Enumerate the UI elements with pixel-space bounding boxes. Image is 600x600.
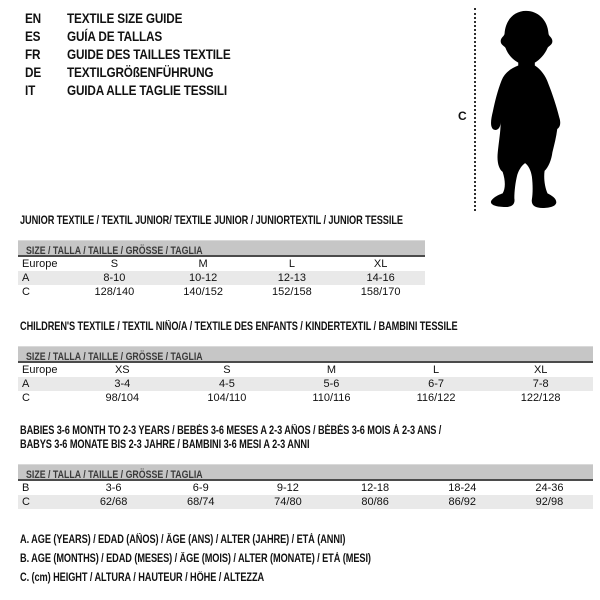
table-size-header-text: SIZE / TALLA / TAILLE / GRÖSSE / TAGLIA — [26, 245, 203, 257]
table-cell: 122/128 — [520, 392, 561, 404]
table-cell: 74/80 — [274, 496, 302, 508]
language-label: TEXTILGRÖßENFÜHRUNG — [67, 64, 214, 80]
table-cell: 86/92 — [448, 496, 477, 508]
measurement-legend — [20, 531, 459, 588]
table-cell: 10-12 — [189, 272, 218, 284]
table-cell: 98/104 — [105, 392, 140, 404]
table-cell: 62/68 — [99, 496, 128, 508]
table-size-header — [18, 240, 425, 257]
childrens-textile-section — [18, 320, 593, 405]
table-cell: XL — [373, 258, 388, 270]
language-code: ES — [25, 28, 41, 44]
table-cell: 12-18 — [361, 482, 390, 494]
table-row — [18, 377, 593, 391]
language-code: FR — [25, 46, 41, 62]
table-row — [18, 285, 425, 299]
junior-textile-section — [18, 214, 425, 299]
table-cell: 110/116 — [312, 392, 351, 404]
section-title-line: JUNIOR TEXTILE / TEXTIL JUNIOR/ TEXTILE JUNIOR / JUNIORTEXTIL / JUNIOR TESSILE — [20, 215, 403, 227]
language-row — [25, 27, 262, 45]
table-cell: 116/122 — [416, 392, 456, 404]
height-measure-label: C — [458, 109, 467, 123]
table-size-header-text: SIZE / TALLA / TAILLE / GRÖSSE / TAGLIA — [26, 351, 203, 363]
legend-line: A. AGE (YEARS) / EDAD (AÑOS) / ÂGE (ANS) / ALTER (JAHRE) / ETÀ (ANNI) — [20, 534, 346, 546]
row-label: Europe — [22, 258, 58, 270]
row-label: A — [22, 272, 30, 284]
language-row — [25, 45, 262, 63]
babies-textile-section — [18, 424, 593, 509]
language-guide — [25, 9, 262, 99]
table-cell: XS — [114, 364, 130, 376]
table-cell: 12-13 — [277, 272, 306, 284]
table-cell: 6-9 — [192, 482, 209, 494]
language-label: GUIDA ALLE TAGLIE TESSILI — [67, 82, 228, 98]
table-row — [18, 495, 593, 509]
legend-line: C. (cm) HEIGHT / ALTURA / HAUTEUR / HÖHE / ALTEZZA — [20, 572, 265, 584]
row-label: C — [22, 392, 30, 404]
section-title-line: BABYS 3-6 MONATE BIS 2-3 JAHRE / BAMBINI 3-6 MESI A 2-3 ANNI — [20, 439, 310, 451]
table-cell: 18-24 — [448, 482, 477, 494]
section-title — [20, 320, 593, 334]
language-row — [25, 63, 262, 81]
row-label: C — [22, 496, 30, 508]
height-measure-line — [474, 8, 476, 211]
table-cell: M — [326, 364, 337, 376]
table-cell: M — [198, 258, 208, 270]
table-cell: 3-6 — [105, 482, 122, 494]
table-cell: 4-5 — [218, 378, 235, 390]
table-cell: 128/140 — [94, 286, 135, 298]
table-cell: 14-16 — [366, 272, 395, 284]
table-cell: L — [288, 258, 295, 270]
language-code: EN — [25, 10, 42, 26]
table-row — [18, 481, 593, 495]
table-body — [18, 363, 593, 405]
table-cell: 92/98 — [535, 496, 564, 508]
table-cell: S — [110, 258, 119, 270]
language-label: GUIDE DES TAILLES TEXTILE — [67, 46, 231, 62]
section-title — [20, 424, 593, 452]
table-cell: XL — [533, 364, 548, 376]
table-cell: 8-10 — [103, 272, 126, 284]
table-cell: S — [223, 364, 231, 376]
table-cell: 140/152 — [183, 286, 223, 298]
section-title-line: BABIES 3-6 MONTH TO 2-3 YEARS / BEBÉS 3-6 MESES A 2-3 AÑOS / BÉBÉS 3-6 MOIS À 2-3 ANS / — [20, 425, 442, 437]
table-row — [18, 257, 425, 271]
table-cell: 5-6 — [323, 378, 340, 390]
table-cell: 104/110 — [207, 392, 247, 404]
row-label: Europe — [22, 364, 58, 376]
table-cell: L — [433, 364, 440, 376]
table-body — [18, 257, 425, 299]
row-label: A — [22, 378, 30, 390]
table-size-header-text: SIZE / TALLA / TAILLE / GRÖSSE / TAGLIA — [26, 469, 203, 481]
table-cell: 24-36 — [535, 482, 564, 494]
table-row — [18, 363, 593, 377]
table-cell: 3-4 — [114, 378, 131, 390]
table-cell: 9-12 — [276, 482, 299, 494]
language-code: DE — [25, 64, 42, 80]
table-cell: 68/74 — [186, 496, 215, 508]
row-label: C — [22, 286, 30, 298]
table-cell: 6-7 — [428, 378, 445, 390]
language-row — [25, 9, 262, 27]
table-body — [18, 481, 593, 509]
language-label: TEXTILE SIZE GUIDE — [67, 10, 183, 26]
table-cell: 158/170 — [360, 286, 401, 298]
table-row — [18, 391, 593, 405]
row-label: B — [22, 482, 30, 494]
section-title-line: CHILDREN'S TEXTILE / TEXTIL NIÑO/A / TEXTILE DES ENFANTS / KINDERTEXTIL / BAMBINI TESSILE — [20, 321, 458, 333]
baby-silhouette-icon — [481, 8, 575, 208]
language-label: GUÍA DE TALLAS — [67, 28, 162, 44]
table-cell: 152/158 — [271, 286, 312, 298]
table-size-header — [18, 346, 593, 363]
language-code: IT — [25, 82, 36, 98]
table-row — [18, 271, 425, 285]
language-row — [25, 81, 262, 99]
table-size-header — [18, 464, 593, 481]
legend-line: B. AGE (MONTHS) / EDAD (MESES) / ÂGE (MOIS) / ALTER (MONATE) / ETÀ (MESI) — [20, 553, 371, 565]
table-cell: 7-8 — [532, 378, 549, 390]
table-cell: 80/86 — [361, 496, 389, 508]
section-title — [20, 214, 425, 228]
